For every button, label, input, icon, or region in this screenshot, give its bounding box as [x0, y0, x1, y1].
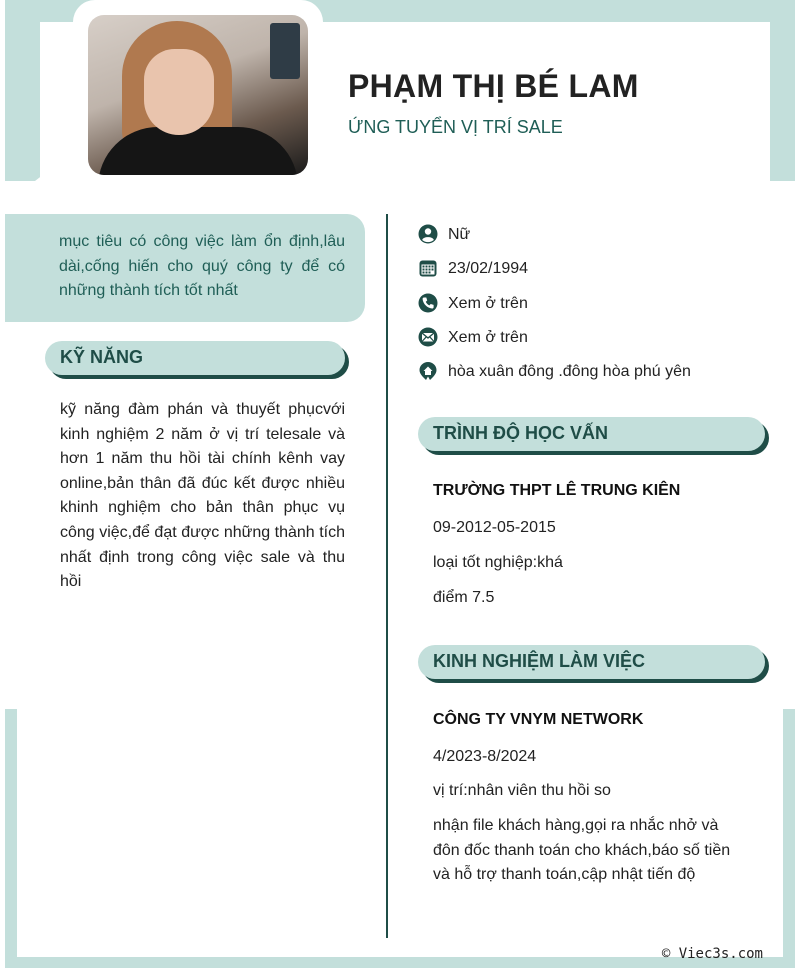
education-heading-label: TRÌNH ĐỘ HỌC VẤN	[433, 423, 608, 443]
user-icon	[418, 224, 438, 244]
experience-period: 4/2023-8/2024	[433, 748, 537, 765]
objective-box	[5, 214, 365, 322]
phone-icon	[418, 293, 438, 313]
gender-value: Nữ	[448, 226, 471, 243]
address-value: hòa xuân đông .đông hòa phú yên	[448, 363, 691, 380]
experience-description: nhận file khách hàng,gọi ra nhắc nhở và đôn đốc thanh toán cho khách,báo số tiền và hỗ trợ thanh toán,cập nhật tiến độ	[433, 817, 731, 883]
education-grade: loại tốt nghiệp:khá	[433, 554, 563, 571]
education-score: điểm 7.5	[433, 589, 495, 606]
school-name: TRƯỜNG THPT LÊ TRUNG KIÊN	[433, 482, 681, 499]
education-period: 09-2012-05-2015	[433, 519, 556, 536]
objective-text: mục tiêu có công việc làm ổn định,lâu dài,cống hiến cho quý công ty để có những thành tích tốt nhất	[59, 233, 345, 299]
experience-heading-label: KINH NGHIỆM LÀM VIỆC	[433, 651, 646, 671]
applied-position: ỨNG TUYỂN VỊ TRÍ SALE	[348, 117, 563, 137]
phone-value: Xem ở trên	[448, 295, 528, 312]
skills-heading	[45, 341, 345, 375]
birthday-value: 23/02/1994	[448, 260, 529, 277]
avatar	[88, 15, 308, 175]
experience-heading	[418, 645, 765, 679]
column-divider	[386, 214, 388, 938]
education-heading	[418, 417, 765, 451]
skills-text: kỹ năng đàm phán và thuyết phụcvới kinh nghiệm 2 năm ở vị trí telesale và hơn 1 năm thu hồi tài chính kênh vay online,bản thân đã đúc kết được nhiều khinh nghiệm cho bản thân phục vụ công việc,để đạt được những thành tích nhất định trong công việc sale và thu hồi	[60, 401, 345, 591]
email-value: Xem ở trên	[448, 329, 528, 346]
avatar-face	[144, 49, 214, 135]
watermark: © Viec3s.com	[661, 946, 763, 962]
location-icon	[418, 361, 438, 381]
calendar-icon	[418, 258, 438, 278]
experience-role: vị trí:nhân viên thu hồi so	[433, 782, 611, 799]
background-picture	[270, 23, 300, 79]
company-name: CÔNG TY VNYM NETWORK	[433, 711, 644, 728]
candidate-name: PHẠM THỊ BÉ LAM	[348, 68, 639, 104]
mail-icon	[418, 327, 438, 347]
avatar-shirt	[98, 127, 298, 175]
skills-heading-label: KỸ NĂNG	[60, 347, 144, 367]
